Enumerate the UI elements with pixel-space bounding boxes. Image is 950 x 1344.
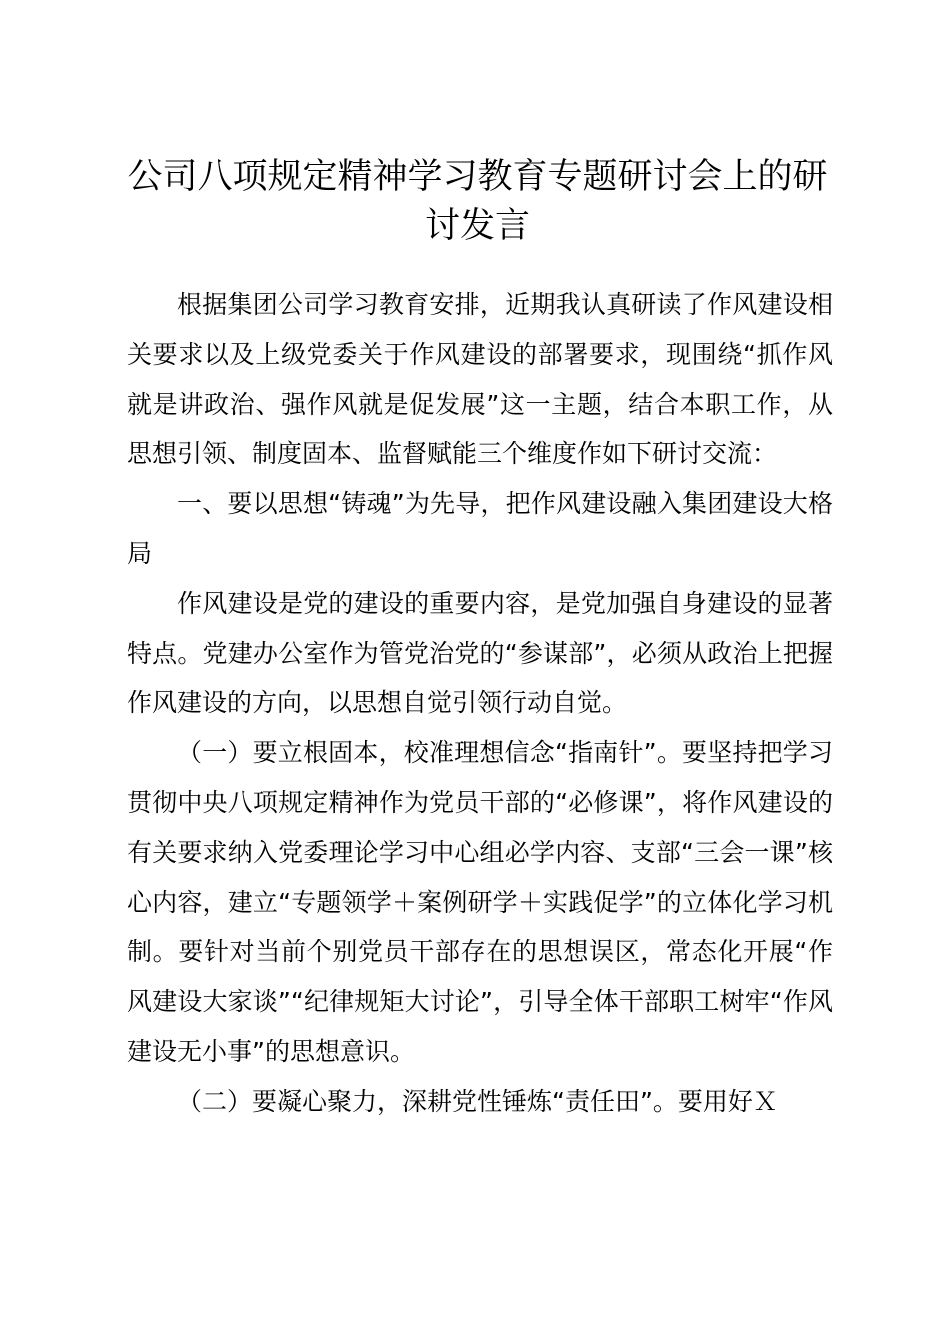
document-title: 公司八项规定精神学习教育专题研讨会上的研讨发言	[127, 157, 828, 246]
subsection-2-paragraph: （二）要凝心聚力，深耕党性锤炼“责任田”。要用好Ｘ	[177, 1086, 778, 1116]
section-1-paragraph: 作风建设是党的建设的重要内容，是党加强自身建设的显著特点。党建办公室作为管党治党的“参谋部”，必须从政治上把握作风建设的方向，以思想自觉引领行动自觉。	[127, 588, 833, 718]
intro-paragraph: 根据集团公司学习教育安排，近期我认真研读了作风建设相关要求以及上级党委关于作风建设的部署要求，现围绕“抓作风就是讲政治、强作风就是促发展”这一主题，结合本职工作，从思想引领、制度固本、监督赋能三个维度作如下研讨交流：	[127, 290, 833, 469]
section-heading-1: 一、要以思想“铸魂”为先导，把作风建设融入集团建设大格局	[127, 489, 833, 568]
document-body	[127, 280, 833, 1127]
subsection-1-paragraph: （一）要立根固本，校准理想信念“指南针”。要坚持把学习贯彻中央八项规定精神作为党员干部的“必修课”，将作风建设的有关要求纳入党委理论学习中心组必学内容、支部“三会一课”核心内容，建立“专题领学＋案例研学＋实践促学”的立体化学习机制。要针对当前个别党员干部存在的思想误区，常态化开展“作风建设大家谈”“纪律规矩大讨论”，引导全体干部职工树牢“作风建设无小事”的思想意识。	[127, 738, 833, 1066]
